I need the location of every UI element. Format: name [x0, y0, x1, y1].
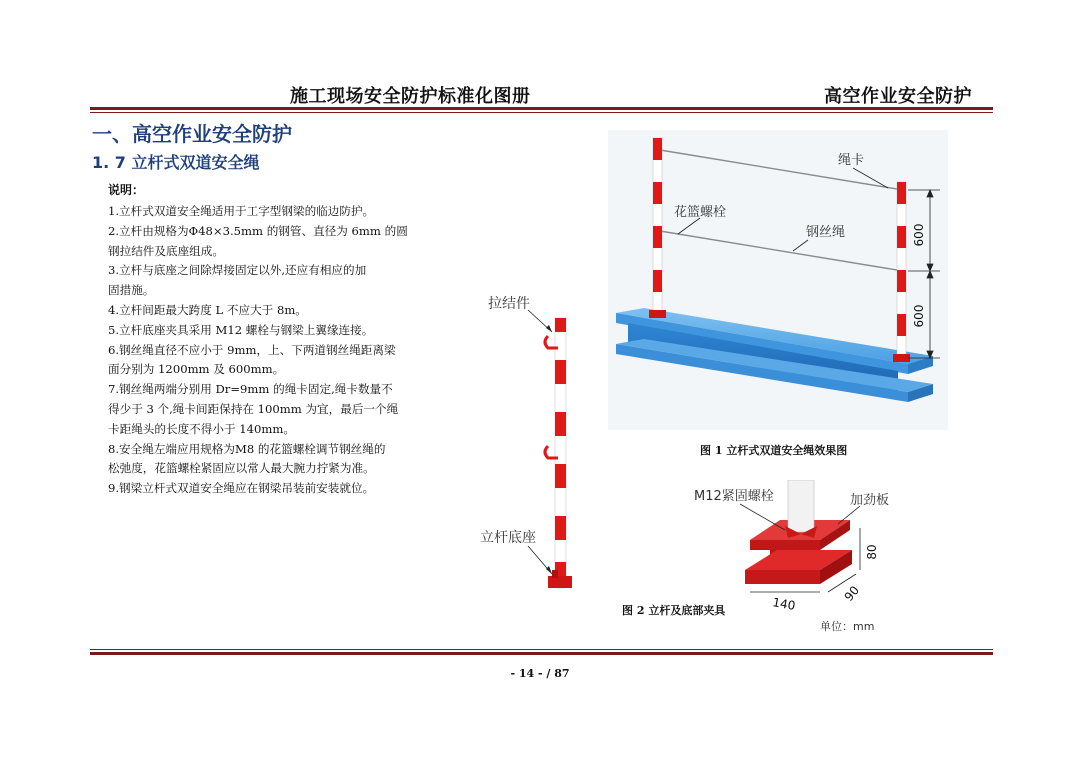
- description-list: [108, 202, 426, 499]
- chapter-heading: 一、高空作业安全防护: [92, 122, 292, 146]
- description-line: 9.钢梁立杆式双道安全绳应在钢梁吊装前安装就位。: [108, 481, 375, 496]
- section-title-header: 高空作业安全防护: [824, 86, 972, 107]
- dimension-height: 80: [865, 544, 879, 560]
- description-line: 8.安全绳左端应用规格为M8 的花篮螺栓调节钢丝绳的: [108, 441, 386, 456]
- description-line: 3.立杆与底座之间除焊接固定以外,还应有相应的加: [108, 263, 367, 278]
- unit-note: 单位：mm: [820, 620, 875, 633]
- description-line: 7.钢丝绳两端分别用 Dr=9mm 的绳卡固定,绳卡数量不: [108, 382, 393, 397]
- figure2-caption: 图 2 立杆及底部夹具: [622, 604, 726, 617]
- header-rule-thin: [90, 112, 993, 113]
- description-line: 钢拉结件及底座组成。: [108, 243, 224, 258]
- description-line: 固措施。: [108, 283, 155, 298]
- figure1-caption: 图 1 立杆式双道安全绳效果图: [700, 444, 848, 457]
- description-line: 6.钢丝绳直径不应小于 9mm，上、下两道钢丝绳距离梁: [108, 342, 396, 357]
- label-stiffener: 加劲板: [850, 493, 890, 508]
- description-line: 松弛度，花篮螺栓紧固应以常人最大腕力拧紧为准。: [108, 461, 375, 476]
- description-line: 4.立杆间距最大跨度 L 不应大于 8m。: [108, 302, 307, 317]
- document-title: 施工现场安全防护标准化图册: [290, 86, 531, 107]
- label-rope-clip: 绳卡: [838, 153, 865, 168]
- dimension-upper: 600: [912, 223, 926, 247]
- pole-illustration: [470, 288, 610, 604]
- footer-rule-thin: [90, 649, 993, 650]
- dimension-lower: 600: [912, 304, 926, 328]
- description-line: 面分别为 1200mm 及 600mm。: [108, 362, 285, 377]
- label-base: 立杆底座: [480, 530, 536, 546]
- description-line: 2.立杆由规格为Φ48×3.5mm 的钢管、直径为 6mm 的圆: [108, 223, 408, 238]
- description-label: 说明：: [108, 183, 145, 197]
- description-line: 得少于 3 个,绳卡间距保持在 100mm 为宜，最后一个绳: [108, 401, 399, 416]
- dimension-width: 90: [841, 583, 863, 604]
- description-line: 1.立杆式双道安全绳适用于工字型钢梁的临边防护。: [108, 204, 375, 218]
- callout-base-arrow: [546, 566, 552, 574]
- label-tie: 拉结件: [488, 296, 530, 312]
- header-rule-thick: [90, 107, 993, 110]
- label-bolt: M12紧固螺栓: [694, 489, 774, 504]
- subsection-heading: 1. 7 立杆式双道安全绳: [92, 153, 260, 172]
- label-wire-rope: 钢丝绳: [806, 225, 846, 240]
- footer-rule-thick: [90, 652, 993, 655]
- callout-bolt-leader: [740, 504, 785, 530]
- description-line: 5.立杆底座夹具采用 M12 螺栓与钢梁上翼缘连接。: [108, 322, 374, 337]
- figure1-illustration: [608, 130, 948, 435]
- single-pole: [545, 318, 572, 588]
- callout-tie-arrow: [546, 325, 552, 332]
- label-turnbuckle: 花篮螺栓: [674, 205, 727, 220]
- page-number: - 14 - / 87: [510, 667, 570, 680]
- description-line: 卡距绳头的长度不得小于 140mm。: [108, 421, 295, 436]
- dimension-length: 140: [771, 595, 797, 613]
